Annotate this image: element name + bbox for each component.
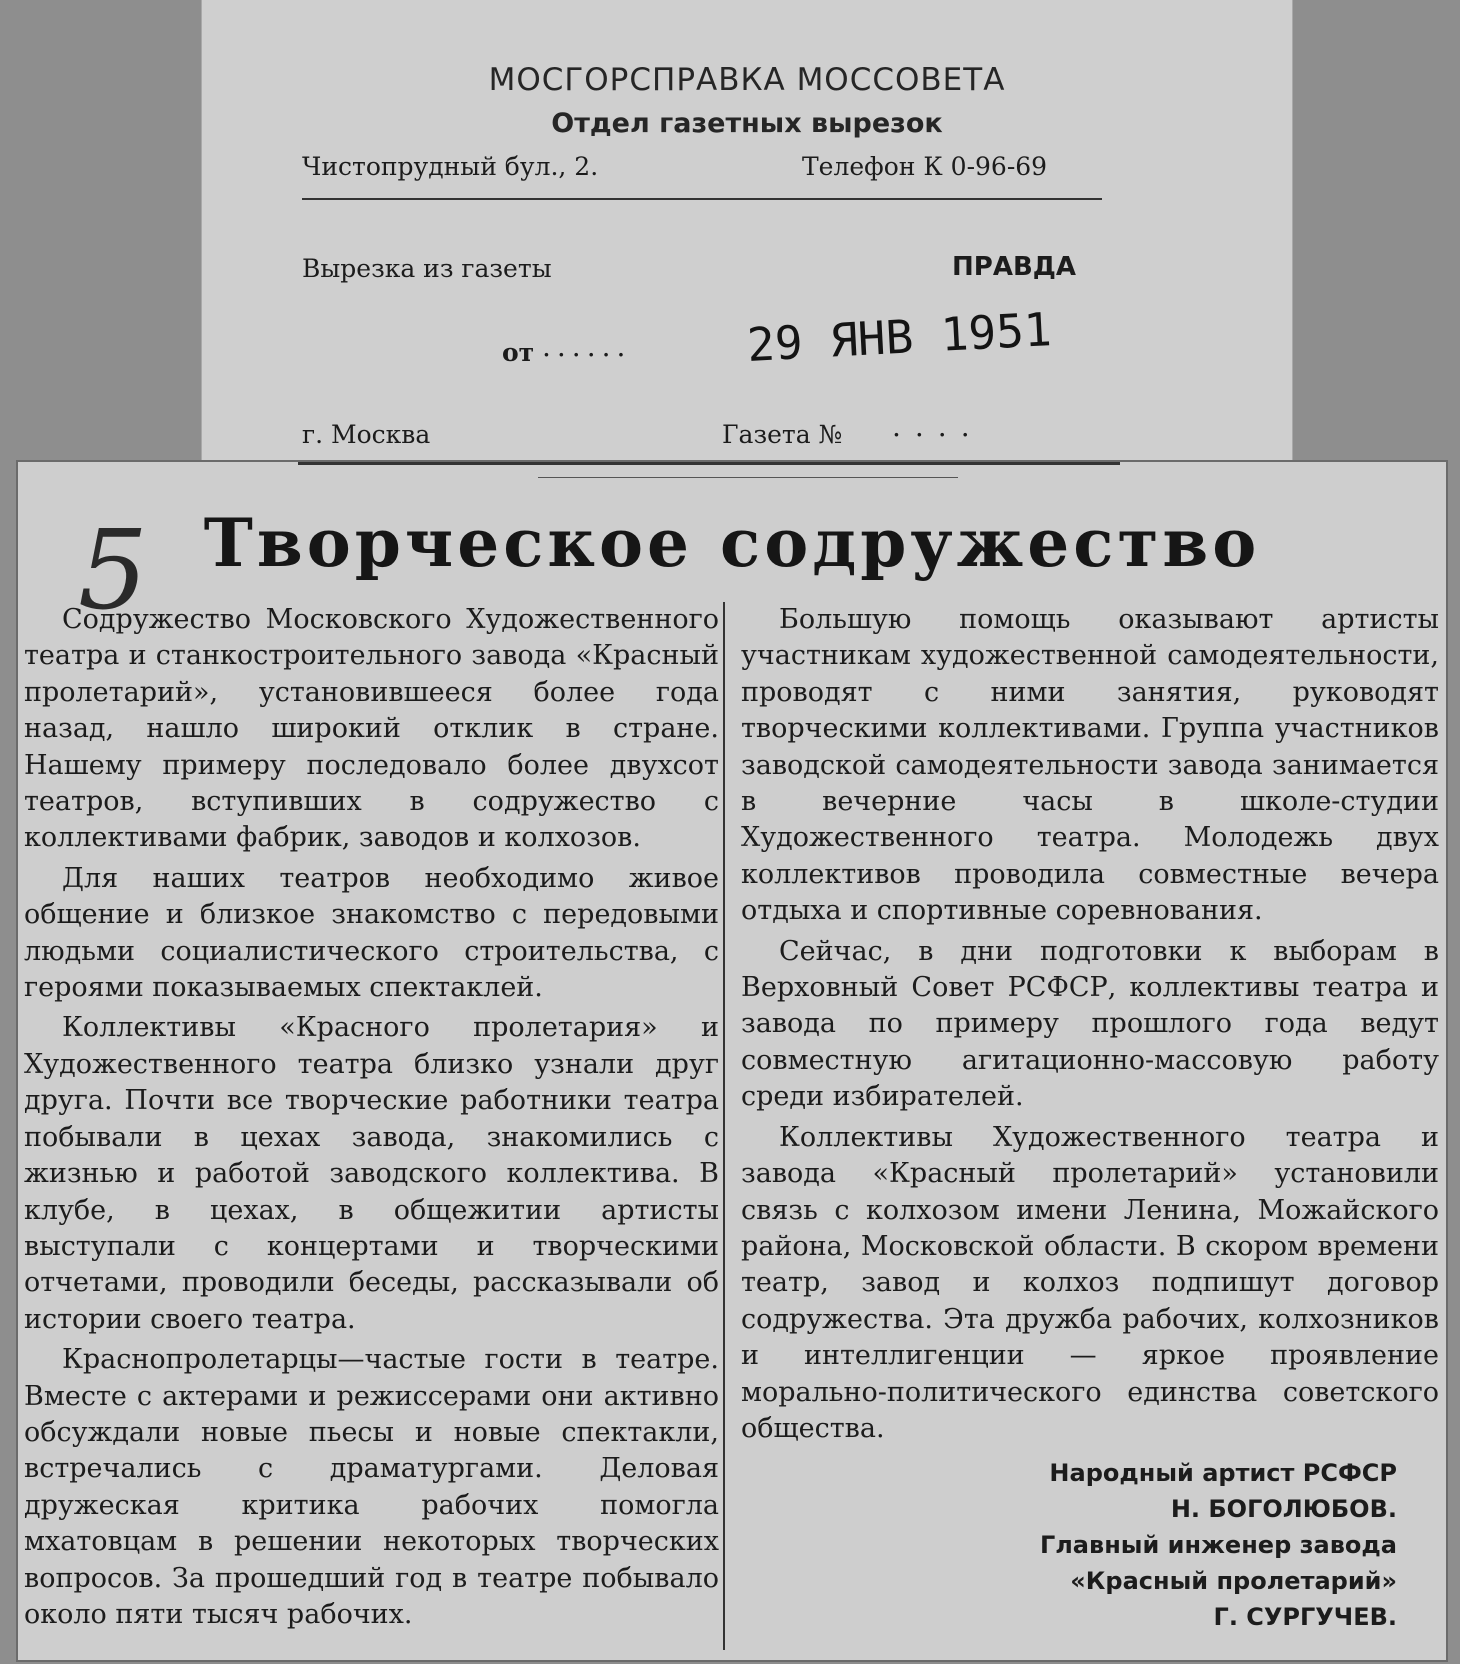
date-prefix: от bbox=[502, 338, 535, 367]
source-label: Вырезка из газеты bbox=[302, 254, 552, 283]
paragraph: Сейчас, в дни подготовки к выборам в Верховный Совет РСФСР, коллективы театра и завода по примеру прошлого года ведут совместную агитационно-массовую работу среди избирателей. bbox=[741, 935, 1439, 1113]
signature-block bbox=[741, 1455, 1439, 1635]
issue-dots: .... bbox=[892, 410, 984, 443]
signer-title: Народный артист РСФСР bbox=[1049, 1459, 1397, 1488]
stamp-divider bbox=[302, 198, 1102, 200]
paragraph: Коллективы Художественного театра и завода «Красный пролетарий» установили связь с колхозом имени Ленина, Можайского района, Московской области. В скором времени театр, завод и колхоз подпишут договор содружества. Эта дружба рабочих, колхозников и интеллигенции — яркое проявление морально-политического единства советского общества. bbox=[741, 1121, 1439, 1444]
department-name: Отдел газетных вырезок bbox=[551, 108, 943, 139]
right-column bbox=[741, 602, 1439, 1652]
issue-label: Газета № bbox=[722, 420, 843, 449]
signer-title-org: «Красный пролетарий» bbox=[1070, 1567, 1397, 1596]
signer-name: Н. БОГОЛЮБОВ. bbox=[1170, 1495, 1397, 1524]
agency-phone: Телефон К 0-96-69 bbox=[802, 152, 1048, 181]
paragraph: Для наших театров необходимо живое общение и близкое знакомство с передовыми людьми социалистического строительства, с героями показываемых спектаклей. bbox=[24, 862, 719, 1004]
newspaper-clipping bbox=[18, 462, 1446, 1660]
left-column bbox=[24, 602, 719, 1652]
stamped-date: 29 ЯНВ 1951 bbox=[745, 302, 1053, 372]
column-divider bbox=[723, 602, 725, 1650]
paragraph: Содружество Московского Художественного театра и станкостроительного завода «Красный пролетарий», установившееся более года назад, нашло широкий отклик в стране. Нашему примеру последовало более двухсот театров, вступивших в содружество с коллективами фабрик, заводов и колхозов. bbox=[24, 604, 719, 854]
top-rule bbox=[298, 462, 1120, 465]
city-label: г. Москва bbox=[302, 420, 431, 449]
signer-title: Главный инженер завода bbox=[1039, 1531, 1397, 1560]
source-newspaper: ПРАВДА bbox=[952, 252, 1077, 282]
paragraph: Коллективы «Красного пролетария» и Художественного театра близко узнали друг друга. Почти все творческие работники театра побывали в цехах завода, знакомились с жизнью и работой заводского коллектива. В клубе, в цехах, в общежитии артисты выступали с концертами и творческими отчетами, проводили беседы, рассказывали об истории своего театра. bbox=[24, 1012, 719, 1335]
agency-name: МОСГОРСПРАВКА МОССОВЕТА bbox=[488, 62, 1006, 98]
article-headline: Творческое содружество bbox=[203, 504, 1261, 582]
paragraph: Краснопролетарцы—частые гости в театре. Вместе с актерами и режиссерами они активно обсуждали новые пьесы и новые спектакли, встречались с драматургами. Деловая дружеская критика рабочих помогла мхатовцам в решении некоторых творческих вопросов. За прошедший год в театре побывало около пяти тысяч рабочих. bbox=[24, 1344, 719, 1630]
clipping-stamp bbox=[202, 0, 1292, 480]
top-rule-thin bbox=[538, 477, 958, 478]
handwritten-number: 5 bbox=[78, 506, 148, 634]
signer-name: Г. СУРГУЧЕВ. bbox=[1213, 1603, 1397, 1632]
paragraph: Большую помощь оказывают артисты участникам художественной самодеятельности, проводят с ними занятия, руководят творческими коллективами. Группа участников заводской самодеятельности завода занимается в вечерние часы в школе-студии Художественного театра. Молодежь двух коллективов проводила совместные вечера отдыха и спортивные соревнования. bbox=[741, 604, 1439, 927]
agency-address: Чистопрудный бул., 2. bbox=[302, 152, 599, 181]
date-dots: ...... bbox=[542, 330, 632, 363]
